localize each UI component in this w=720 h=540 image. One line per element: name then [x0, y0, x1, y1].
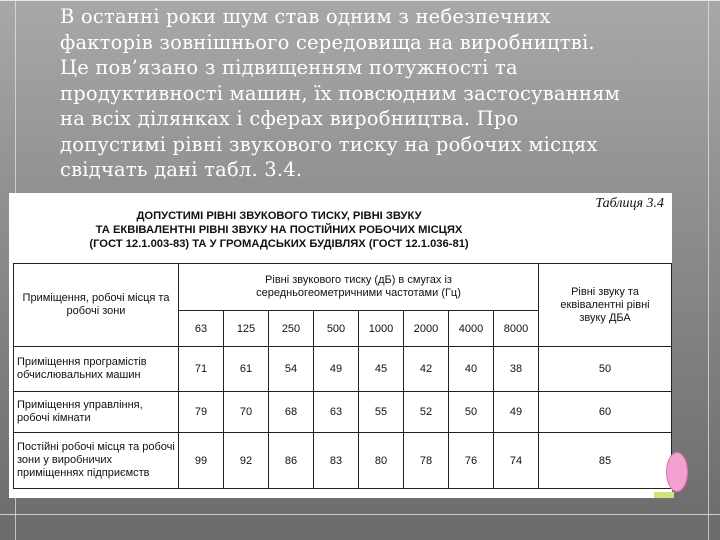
value-cell: 76	[449, 433, 494, 489]
value-cell: 40	[449, 347, 494, 392]
frame-top-line	[0, 0, 720, 1]
value-cell: 99	[179, 433, 224, 489]
row-place-cell: Постійні робочі місця та робочі зони у виробничих приміщеннях підприємств	[14, 433, 179, 489]
table-header-row	[14, 264, 672, 311]
value-cell: 71	[179, 347, 224, 392]
frequency-cell: 125	[224, 311, 269, 347]
paragraph-line: продуктивності машин, їх повсюдним застосуванням	[60, 81, 621, 105]
paragraph-line: факторів зовнішнього середовища на виробництві.	[60, 30, 595, 54]
value-cell: 38	[494, 347, 539, 392]
value-cell: 78	[404, 433, 449, 489]
value-cell: 83	[314, 433, 359, 489]
value-cell: 61	[224, 347, 269, 392]
value-cell: 42	[404, 347, 449, 392]
decor-circle	[666, 452, 688, 492]
table-image	[9, 193, 672, 498]
level-cell: 85	[539, 433, 672, 489]
value-cell: 63	[314, 392, 359, 433]
table-row	[14, 392, 672, 433]
frequency-cell: 63	[179, 311, 224, 347]
col-header-level: Рівні звуку та еквівалентні рівні звуку ДБА	[539, 264, 672, 347]
decor-mark	[654, 492, 674, 498]
value-cell: 55	[359, 392, 404, 433]
table-row	[14, 433, 672, 489]
row-place-cell: Приміщення управління, робочі кімнати	[14, 392, 179, 433]
noise-levels-table	[13, 263, 672, 489]
frequency-cell: 2000	[404, 311, 449, 347]
value-cell: 49	[314, 347, 359, 392]
paragraph-line: В останні роки шум став одним з небезпечних	[60, 5, 551, 28]
table-title-line: ТА ЕКВІВАЛЕНТНІ РІВНІ ЗВУКУ НА ПОСТІЙНИХ РОБОЧИХ МІСЦЯХ	[95, 224, 463, 236]
value-cell: 80	[359, 433, 404, 489]
level-cell: 60	[539, 392, 672, 433]
value-cell: 49	[494, 392, 539, 433]
value-cell: 86	[269, 433, 314, 489]
frequency-cell: 4000	[449, 311, 494, 347]
frequency-cell: 500	[314, 311, 359, 347]
paragraph-line: Це пов’язано з підвищенням потужності та	[60, 56, 518, 79]
table-caption: Таблиця 3.4	[595, 196, 664, 211]
col-header-place: Приміщення, робочі місця та робочі зони	[14, 264, 179, 347]
value-cell: 79	[179, 392, 224, 433]
value-cell: 52	[404, 392, 449, 433]
body-paragraph	[60, 4, 700, 183]
value-cell: 54	[269, 347, 314, 392]
value-cell: 68	[269, 392, 314, 433]
table-title	[9, 209, 549, 251]
frequency-cell: 250	[269, 311, 314, 347]
value-cell: 50	[449, 392, 494, 433]
value-cell: 45	[359, 347, 404, 392]
frame-bottom-line	[0, 514, 720, 515]
value-cell: 74	[494, 433, 539, 489]
table-row	[14, 347, 672, 392]
paragraph-line: свідчать дані табл. 3.4.	[60, 158, 303, 181]
frequency-cell: 8000	[494, 311, 539, 347]
table-title-line: (ГОСТ 12.1.003-83) ТА У ГРОМАДСЬКИХ БУДІВЛЯХ (ГОСТ 12.1.036-81)	[89, 238, 469, 250]
frequency-cell: 1000	[359, 311, 404, 347]
table-title-line: ДОПУСТИМІ РІВНІ ЗВУКОВОГО ТИСКУ, РІВНІ ЗВУКУ	[136, 210, 422, 222]
level-cell: 50	[539, 347, 672, 392]
frame-right-line	[708, 0, 709, 540]
row-place-cell: Приміщення програмістів обчислювальних машин	[14, 347, 179, 392]
value-cell: 70	[224, 392, 269, 433]
paragraph-line: допустимі рівні звукового тиску на робочих місцях	[60, 132, 598, 156]
col-header-pressure: Рівні звукового тиску (дБ) в смугах із середньогеометричними частотами (Гц)	[179, 264, 539, 311]
value-cell: 92	[224, 433, 269, 489]
paragraph-line: на всіх ділянках і сферах виробництва. Про	[60, 107, 519, 130]
